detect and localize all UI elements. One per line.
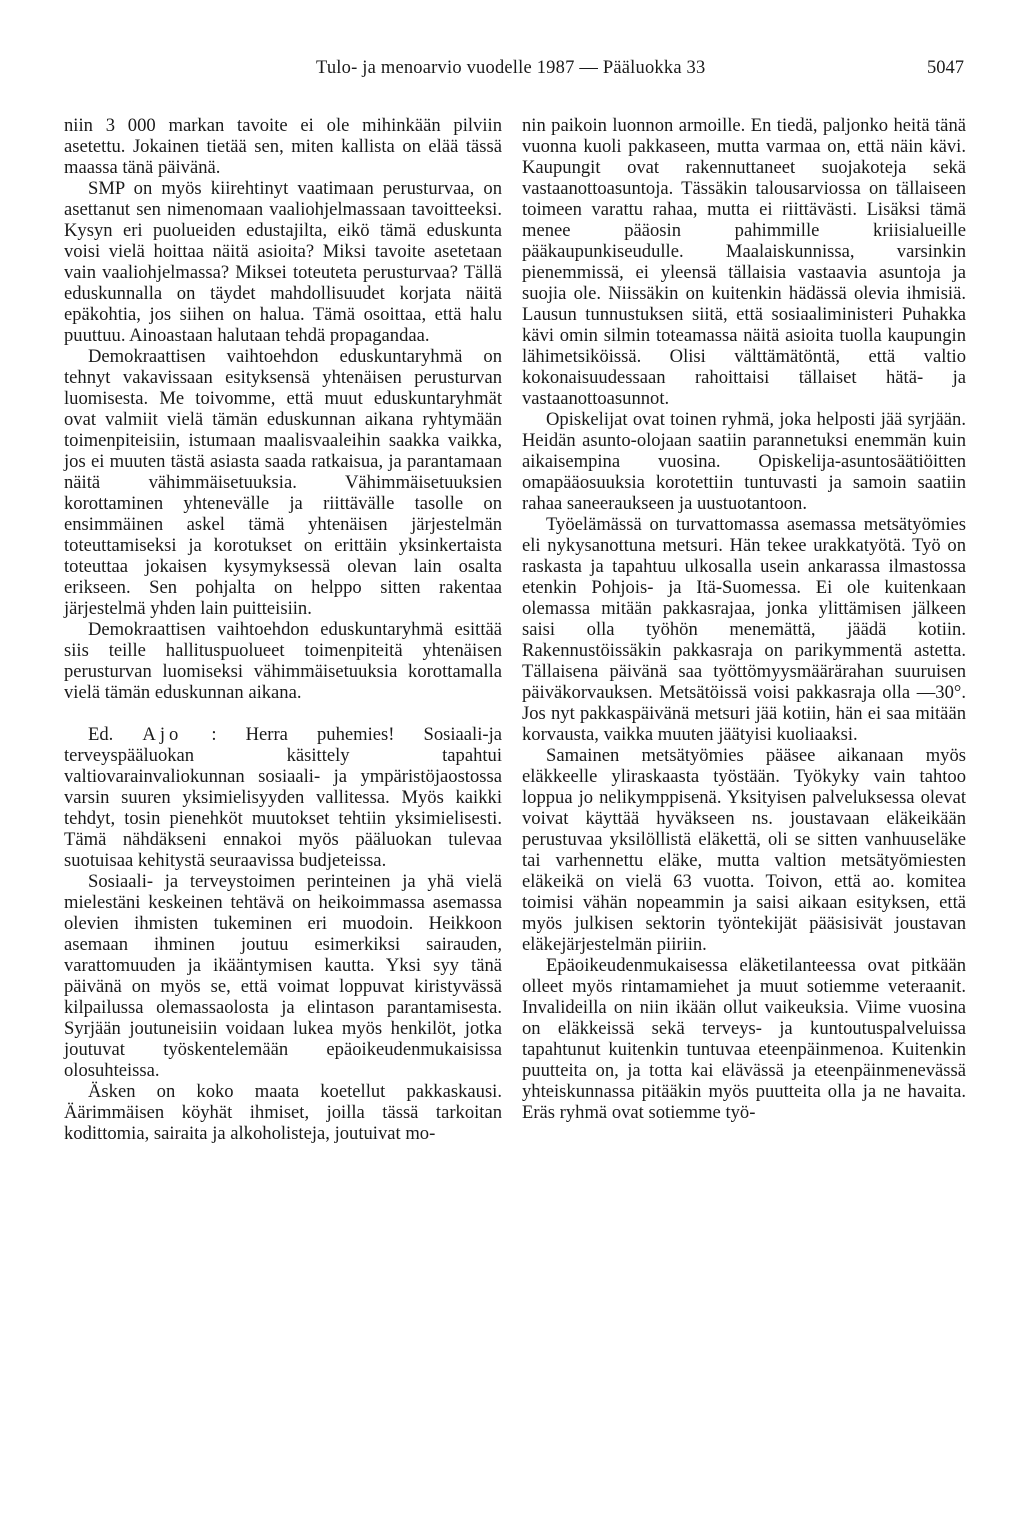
page-number: 5047 — [927, 58, 964, 78]
paragraph: Opiskelijat ovat toinen ryhmä, joka helposti jää syrjään. Heidän asunto-olojaan saatiin parannetuksi enemmän kuin aikaisempina vuosina. Opiskelija-asuntosäätiöitten omapääosuuksia korotettiin tuntuvasti ja samoin saatiin rahaa saneeraukseen ja uustuotantoon. — [522, 409, 966, 514]
paragraph: Demokraattisen vaihtoehdon eduskuntaryhmä on tehnyt vakavissaan esityksensä yhtenäisen perusturvan luomisesta. Me toivomme, että muut eduskuntaryhmät ovat valmiit vielä tämän eduskunnan aikana ryhtymään toimenpiteisiin, istumaan maalisvaaleihin saakka vaikka, jos ei muuten tästä asiasta saada ratkaisua, ja parantamaan näitä vähimmäisetuuksia. Vähimmäisetuuksien korottaminen yhtenevälle ja riittävälle tasolle on ensimmäinen askel tämä yhtenäisen järjestelmän toteuttamiseksi ja korotukset on erittäin yksinkertaista toteuttaa jokaisen kysymyksessä olevan lain osalta erikseen. Sen pohjalta on helppo sitten rakentaa järjestelmä yhden lain puitteisiin. — [64, 346, 502, 619]
speech-text: : Herra puhemies! Sosiaali-ja terveyspääluokan käsittely tapahtui valtiovarainvaliokunnan sosiaali- ja ympäristöjaostossa varsin suuren yksimielisyyden vallitessa. Myös kaikki tehdyt, tosin pienehköt muutokset tehtiin yksimielisesti. Tämä nähdäkseni ennakoi myös pääluokan tulevaa suotuisaa kehitystä seuraavissa budjeteissa. — [64, 724, 502, 871]
paragraph: Demokraattisen vaihtoehdon eduskuntaryhmä esittää siis teille hallituspuolueet toimenpiteitä yhtenäisen perusturvan luomiseksi vähimmäisetuuksia korottamalla vielä tämän eduskunnan aikana. — [64, 619, 502, 703]
paragraph: Epäoikeudenmukaisessa eläketilanteessa ovat pitkään olleet myös rintamamiehet ja muut sotiemme veteraanit. Invalideilla on niin ikään ollut vaikeuksia. Viime vuosina on eläkkeissä sekä terveys- ja kuntoutuspalveluissa tapahtunut kuitenkin tuntuvaa eteenpäinmenoa. Kuitenkin puutteita on, ja totta kai elävässä ja eteenpäinmenevässä yhteiskunnassa pitääkin myös puutteita olla ja ne havaita. Eräs ryhmä ovat sotiemme työ- — [522, 955, 966, 1123]
speaker-name: Ajo — [142, 724, 183, 745]
paragraph: Työelämässä on turvattomassa asemassa metsätyömies eli nykysanottuna metsuri. Hän tekee urakkatyötä. Työ on raskasta ja tapahtuu ulkosalla usein ankarassa ilmastossa etenkin Pohjois- ja Itä-Suomessa. Ei ole kuitenkaan olemassa mitään pakkasrajaa, jonka ylittämisen jälkeen saisi olla työhön menemättä, jäädä kotiin. Rakennustöissäkin pakkasraja on parikymmentä astetta. Tällaisena päivänä saa työttömyysmäärärahan suuruisen päiväkorvauksen. Metsätöissä voisi pakkasraja olla —30°. Jos nyt pakkaspäivänä metsuri jää kotiin, hän ei saa mitään korvausta, vaikka muuten jäätyisi kuoliaaksi. — [522, 514, 966, 745]
paragraph: Sosiaali- ja terveystoimen perinteinen ja yhä vielä mielestäni keskeinen tehtävä on heikoimmassa asemassa olevien ihmisten tukeminen eri muodoin. Heikkoon asemaan ihminen joutuu esimerkiksi sairauden, varattomuuden ja ikääntymisen kautta. Yksi syy tänä päivänä on myös se, että voimat loppuvat kiristyvässä kilpailussa olemassaolosta ja elintason parantamisesta. Syrjään joutuneisiin voidaan lukea myös henkilöt, jotka joutuvat työskentelemään epäoikeudenmukaisissa olosuhteissa. — [64, 871, 502, 1081]
paragraph: Äsken on koko maata koetellut pakkaskausi. Äärimmäisen köyhät ihmiset, joilla tässä tarkoitan kodittomia, sairaita ja alkoholisteja, joutuivat mo- — [64, 1081, 502, 1144]
right-column — [522, 115, 966, 1123]
paragraph: nin paikoin luonnon armoille. En tiedä, paljonko heitä tänä vuonna kuoli pakkaseen, mutta varmaa on, että näin kävi. Kaupungit ovat rakennuttaneet suojakoteja sekä vastaanottoasuntoja. Tässäkin talousarviossa on tällaiseen toimeen varattu rahaa, mutta ei riittävästi. Lisäksi tämä menee pääosin pahimmille kriisialueille pääkaupunkiseudulle. Maalaiskunnissa, varsinkin pienemmissä, ei yleensä tällaisia vastaavia asuntoja ja suojia ole. Niissäkin on kuitenkin hädässä olevia ihmisiä. Lausun tunnustuksen siitä, että sosiaaliministeri Puhakka kävi omin silmin toteamassa näitä asioita tuolla kaupungin lähimetsiköissä. Olisi välttämätöntä, että valtio kokonaisuudessaan rahoittaisi tällaiset hätä- ja vastaanottoasunnot. — [522, 115, 966, 409]
page-header — [0, 58, 1024, 88]
paragraph: Samainen metsätyömies pääsee aikanaan myös eläkkeelle yliraskaasta työstään. Työkyky vain tahtoo loppua jo nelikymppisenä. Yksityisen palveluksessa olevat voivat käyttää hyväkseen ns. joustavaan eläkeikään perustuvaa yksilöllistä eläkettä, oli se sitten vanhuuseläke tai varhennettu eläke, mutta valtion metsätyömiesten eläkeikä on vielä 63 vuotta. Toivon, että ao. komitea toimisi vähän nopeammin ja saisi aikaan esityksen, että myös julkisen sektorin työntekijät pääsisivät joustavan eläkejärjestelmän piiriin. — [522, 745, 966, 955]
left-column — [64, 115, 502, 1144]
header-title: Tulo- ja menoarvio vuodelle 1987 — Pääluokka 33 — [316, 58, 706, 78]
paragraph: SMP on myös kiirehtinyt vaatimaan perusturvaa, on asettanut sen nimenomaan vaaliohjelmassaan tavoitteeksi. Kysyn eri puolueiden edustajilta, eikö tämä eduskunta voisi vielä hoittaa näitä asioita? Miksi tavoite asetetaan vain vaaliohjelmassa? Miksei toteuteta perusturvaa? Tällä eduskunnalla on täydet mahdollisuudet korjata näitä epäkohtia, jos siihen on halua. Tämä osoittaa, että halu puuttuu. Ainoastaan halutaan tehdä propagandaa. — [64, 178, 502, 346]
paragraph: niin 3 000 markan tavoite ei ole mihinkään pilviin asetettu. Jokainen tietää sen, miten kallista on elää tässä maassa tänä päivänä. — [64, 115, 502, 178]
speaker-paragraph — [64, 724, 502, 871]
speaker-prefix: Ed. — [88, 724, 114, 745]
